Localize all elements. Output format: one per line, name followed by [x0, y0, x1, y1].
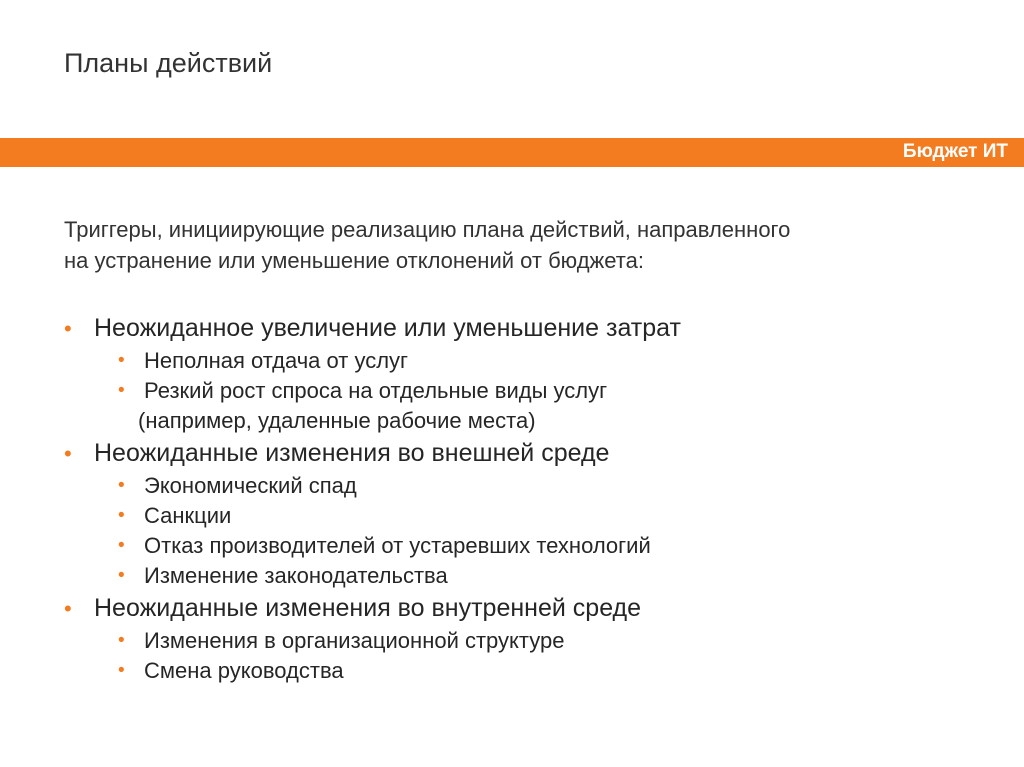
header-bar — [0, 138, 1024, 167]
sub-bullet-item: • Смена руководства — [64, 656, 984, 686]
sub-bullet-list — [94, 471, 984, 591]
intro-text — [64, 214, 964, 276]
sub-bullet-item: • Неполная отдача от услуг — [64, 346, 984, 376]
sub-bullet-item: • Санкции — [64, 501, 984, 531]
sub-bullet-item: • Изменение законодательства — [64, 561, 984, 591]
intro-line: на устранение или уменьшение отклонений от бюджета: — [64, 248, 644, 273]
sub-bullet-item: • Отказ производителей от устаревших технологий — [64, 531, 984, 561]
bullet-text: Неожиданные изменения во внутренней среде — [94, 594, 642, 622]
bullet-text: Неожиданное увеличение или уменьшение затрат — [94, 314, 681, 342]
slide-title: Планы действий — [64, 48, 273, 78]
sub-bullet-list — [94, 626, 984, 686]
sub-bullet-list — [94, 346, 984, 436]
sub-bullet-continuation: (например, удаленные рабочие места) — [138, 408, 536, 433]
header-bar-label: Бюджет ИТ — [902, 141, 1008, 162]
bullet-item — [64, 593, 984, 686]
bullet-item — [64, 438, 984, 591]
sub-bullet-item: • Изменения в организационной структуре — [64, 626, 984, 656]
intro-line: Триггеры, инициирующие реализацию плана действий, направленного — [64, 217, 791, 242]
sub-bullet-text: Резкий рост спроса на отдельные виды услуг — [144, 378, 608, 403]
sub-bullet-item — [64, 376, 984, 436]
bullet-text: Неожиданные изменения во внешней среде — [94, 439, 610, 467]
sub-bullet-item: • Экономический спад — [64, 471, 984, 501]
bullet-list — [64, 313, 984, 686]
bullet-item — [64, 313, 984, 436]
